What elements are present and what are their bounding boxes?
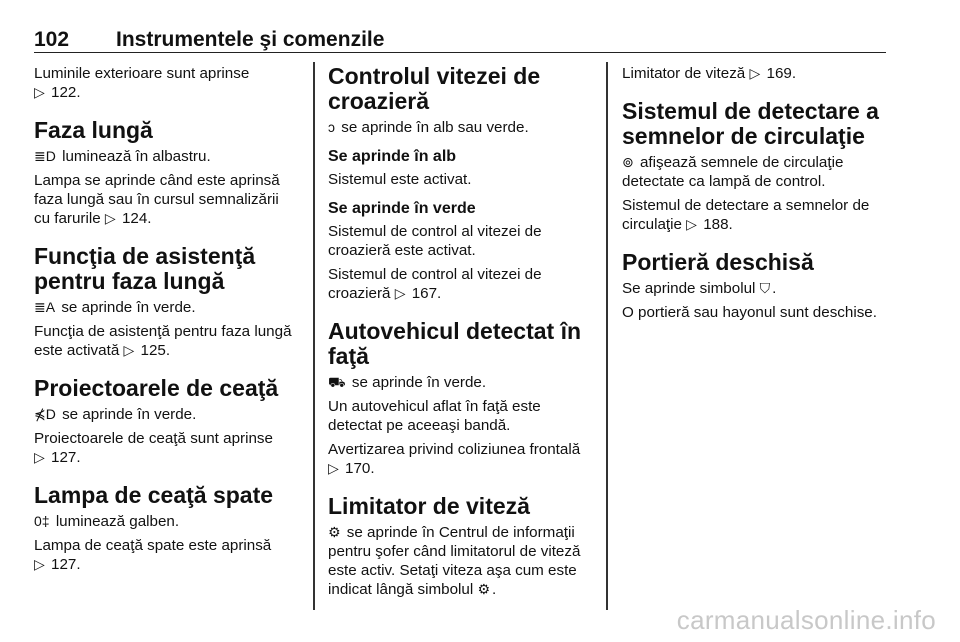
page-ref[interactable]: 169. bbox=[766, 65, 797, 82]
paragraph: 0‡ luminează galben. bbox=[34, 513, 180, 530]
page-ref[interactable]: 167. bbox=[411, 285, 442, 302]
section-title-vehicle-ahead: Autovehicul detectat în faţă bbox=[328, 318, 582, 369]
paragraph: Funcţia de asistenţă pentru faza lungă este activată ▷ 125. bbox=[34, 323, 292, 359]
cruise-control-icon: ↄ bbox=[328, 119, 335, 135]
arrow-icon: ▷ bbox=[34, 449, 45, 465]
high-beam-icon: ≣D bbox=[34, 148, 56, 164]
page-ref[interactable]: 124. bbox=[121, 210, 152, 227]
column-divider-right bbox=[606, 62, 608, 610]
paragraph: Sistemul de control al vitezei de croazieră este activat. bbox=[328, 223, 542, 259]
paragraph: ≣D luminează în albastru. bbox=[34, 148, 211, 165]
paragraph: ⚙ se aprinde în Centrul de informaţii pentru şofer când limitatorul de viteză este activ. Setaţi viteza aşa cum este indicat lângă simbolul ⚙ . bbox=[328, 524, 581, 598]
section-title-high-beam: Faza lungă bbox=[34, 117, 153, 143]
section-title-cruise-control: Controlul vitezei de croazieră bbox=[328, 63, 541, 114]
page-title: Instrumentele şi comenzile bbox=[116, 28, 385, 51]
watermark: carmanualsonline.info bbox=[676, 605, 936, 635]
section-title-rear-fog-light: Lampa de ceaţă spate bbox=[34, 482, 274, 508]
arrow-icon: ▷ bbox=[328, 460, 339, 476]
paragraph: Sistemul de control al vitezei de croazieră ▷ 167. bbox=[328, 266, 542, 302]
column-divider-left bbox=[313, 62, 315, 610]
arrow-icon: ▷ bbox=[104, 210, 116, 226]
fog-light-icon: ⋠D bbox=[34, 406, 56, 422]
paragraph: O portieră sau hayonul sunt deschise. bbox=[622, 304, 877, 321]
page-number: 102 bbox=[34, 28, 70, 51]
page-ref[interactable]: 125. bbox=[140, 342, 171, 359]
high-beam-assist-icon: ≣A bbox=[34, 299, 56, 315]
column-1 bbox=[34, 64, 296, 579]
speed-limiter-icon: ⚙ bbox=[477, 581, 491, 597]
arrow-icon: ▷ bbox=[686, 216, 697, 232]
speed-limiter-icon: ⚙ bbox=[328, 524, 341, 540]
intro-paragraph: Limitator de viteză ▷ 169. bbox=[622, 65, 797, 82]
subheading-green: Se aprinde în verde bbox=[328, 200, 476, 217]
paragraph: Lampa de ceaţă spate este aprinsă ▷ 127. bbox=[34, 537, 272, 573]
rear-fog-light-icon: 0‡ bbox=[34, 513, 50, 529]
paragraph: Un autovehicul aflat în faţă este detectat pe aceeaşi bandă. bbox=[328, 398, 541, 434]
page-ref[interactable]: 127. bbox=[51, 556, 81, 573]
page-ref[interactable]: 188. bbox=[703, 216, 733, 233]
paragraph: Sistemul este activat. bbox=[328, 171, 472, 188]
paragraph: ⊚ afişează semnele de circulaţie detectate ca lampă de control. bbox=[622, 154, 844, 190]
arrow-icon: ▷ bbox=[123, 342, 135, 358]
paragraph: ≣A se aprinde în verde. bbox=[34, 299, 196, 316]
column-3 bbox=[622, 64, 888, 327]
section-title-speed-limiter: Limitator de viteză bbox=[328, 493, 530, 519]
section-title-traffic-sign-detection: Sistemul de detectare a semnelor de circulaţie bbox=[622, 98, 879, 149]
page-header bbox=[34, 22, 886, 53]
page-ref[interactable]: 122. bbox=[51, 84, 81, 101]
paragraph: Se aprinde simbolul ⛉ . bbox=[622, 280, 777, 297]
page-ref[interactable]: 127. bbox=[51, 449, 81, 466]
arrow-icon: ▷ bbox=[34, 84, 45, 100]
vehicle-ahead-icon: ⛟ bbox=[328, 374, 346, 390]
paragraph: Sistemul de detectare a semnelor de circulaţie ▷ 188. bbox=[622, 197, 870, 233]
paragraph: Lampa se aprinde când este aprinsă faza lungă sau în cursul semnalizării cu farurile ▷ 124. bbox=[34, 172, 280, 227]
paragraph: Avertizarea privind coliziunea frontală ▷ 170. bbox=[328, 441, 581, 477]
arrow-icon: ▷ bbox=[34, 556, 45, 572]
section-title-fog-lights: Proiectoarele de ceaţă bbox=[34, 375, 279, 401]
door-open-icon: ⛉ bbox=[759, 280, 771, 296]
paragraph: ↄ se aprinde în alb sau verde. bbox=[328, 119, 529, 136]
paragraph: Proiectoarele de ceaţă sunt aprinse ▷ 127. bbox=[34, 430, 273, 466]
paragraph: ⛟ se aprinde în verde. bbox=[328, 374, 487, 391]
intro-paragraph: Luminile exterioare sunt aprinse ▷ 122. bbox=[34, 65, 250, 101]
column-2 bbox=[328, 64, 592, 604]
arrow-icon: ▷ bbox=[749, 65, 761, 81]
traffic-sign-icon: ⊚ bbox=[622, 154, 634, 170]
paragraph: ⋠D se aprinde în verde. bbox=[34, 406, 197, 423]
arrow-icon: ▷ bbox=[394, 285, 406, 301]
section-title-door-open: Portieră deschisă bbox=[622, 249, 814, 275]
page-ref[interactable]: 170. bbox=[345, 460, 375, 477]
subheading-white: Se aprinde în alb bbox=[328, 148, 457, 165]
section-title-high-beam-assist: Funcţia de asistenţă pentru faza lungă bbox=[34, 243, 256, 294]
